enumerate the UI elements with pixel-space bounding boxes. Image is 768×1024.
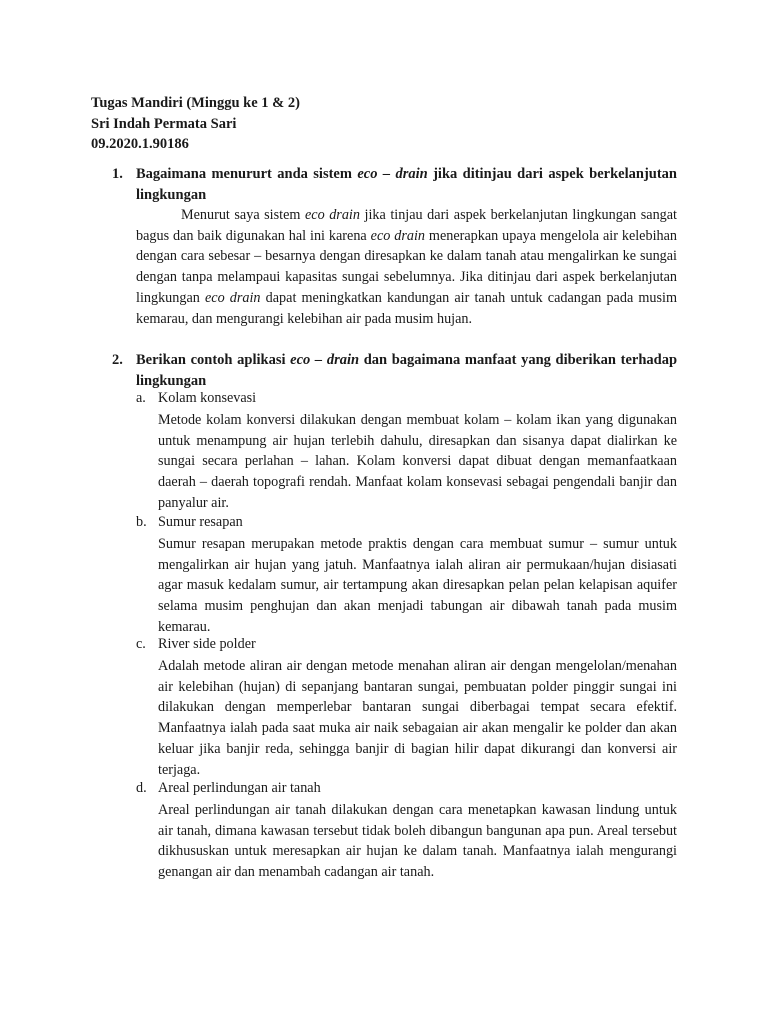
answer-term: eco drain (204, 289, 261, 306)
answer-term: eco drain (370, 227, 426, 244)
document-header (91, 93, 300, 155)
list-item-body: Sumur resapan merupakan metode praktis dengan cara membuat sumur – sumur untuk mengalirkan air hujan yang jatuh. Manfaatnya ialah aliran air permukaan/hujan disiasati agar masuk kedalam sumur, air tertampung akan diresapkan pelan pelan kelapisan aquifer selama musim penghujan dan akan menjadi tabungan air dibawah tanah pada musim kemarau. (158, 536, 677, 635)
answer-1-paragraph (136, 205, 677, 329)
question-text-part: Berikan contoh aplikasi (136, 352, 291, 368)
answer-text: dapat meningkatkan kandungan air tanah untuk cadangan pada musim kemarau, dan mengurangi kelebihan air pada musim hujan. (136, 289, 677, 327)
assignment-title: Tugas Mandiri (Minggu ke 1 & 2) (91, 95, 300, 111)
answer-term: eco drain (304, 207, 360, 223)
question-text-part: Bagaimana menururt anda sistem (136, 166, 358, 182)
list-item-title: Kolam konsevasi (158, 390, 257, 406)
question-term-eco-drain: eco – drain (357, 166, 428, 182)
list-item-body: Adalah metode aliran air dengan metode menahan aliran air dengan mengelolan/menahan air kelebihan (hujan) di sepanjang bantaran sungai, pembuatan polder pinggir sungai ini dilakukan dengan memperlebar bantaran sungai diberbagai tempat secara efektif. Manfaatnya ialah pada saat muka air naik sebagaian air akan mengalir ke polder dan akan keluar jika banjir reda, sehingga banjir di bagian hilir dapat dikurangi dan konversi air terjaga. (158, 658, 677, 778)
answer-text: menerapkan upaya mengelola air kelebihan dengan cara sebesar – besarnya dengan diresapkan ke dalam tanah atau mengalirkan ke sungai dengan tanpa melampaui kapasitas sungai sebelumnya. Jika ditinjau dari aspek berkelanjutan lingkungan (136, 227, 678, 306)
student-name: Sri Indah Permata Sari (91, 115, 237, 132)
question-text-part: jika ditinjau dari aspek berkelanjutan lingkungan (136, 166, 677, 203)
list-item-letter: d. (136, 780, 147, 796)
student-id: 09.2020.1.90186 (91, 136, 189, 152)
list-item-body: Areal perlindungan air tanah dilakukan dengan cara menetapkan kawasan lindung untuk air tanah, dimana kawasan tersebut tidak boleh dibangun bangunan apa pun. Areal tersebut dikhususkan untuk meresapkan air hujan ke dalam tanah. Manfaatnya ialah mengurangi genangan air dan menambah cadangan air tanah. (158, 802, 677, 881)
question-text (136, 350, 677, 391)
question-number: 2. (112, 352, 123, 368)
list-item-letter: b. (136, 514, 147, 530)
list-item-body: Metode kolam konversi dilakukan dengan membuat kolam – kolam ikan yang digunakan untuk menampung air hujan terlebih dahulu, diresapkan dan sisanya dapat dialirkan ke sungai secara perlahan – lahan. Kolam konversi dapat dibuat dengan memanfaatkaan daerah – daerah topografi rendah. Manfaat kolam konsevasi sebagai pengendali banjir dan panyalur air. (158, 412, 677, 511)
question-term-eco-drain: eco – drain (290, 352, 360, 368)
list-item-title: Sumur resapan (158, 514, 243, 530)
list-item-title: River side polder (158, 636, 256, 652)
question-number: 1. (112, 166, 123, 182)
answer-text: Menurut saya sistem (181, 207, 305, 223)
question-text-part: dan bagaimana manfaat yang diberikan terhadap lingkungan (136, 352, 678, 389)
list-item-letter: a. (136, 390, 146, 406)
answer-text: jika tinjau dari aspek berkelanjutan lingkungan sangat bagus dan baik digunakan hal ini karena (136, 207, 678, 244)
list-item-title: Areal perlindungan air tanah (158, 780, 321, 796)
question-text (136, 164, 677, 205)
list-item-letter: c. (136, 636, 146, 652)
